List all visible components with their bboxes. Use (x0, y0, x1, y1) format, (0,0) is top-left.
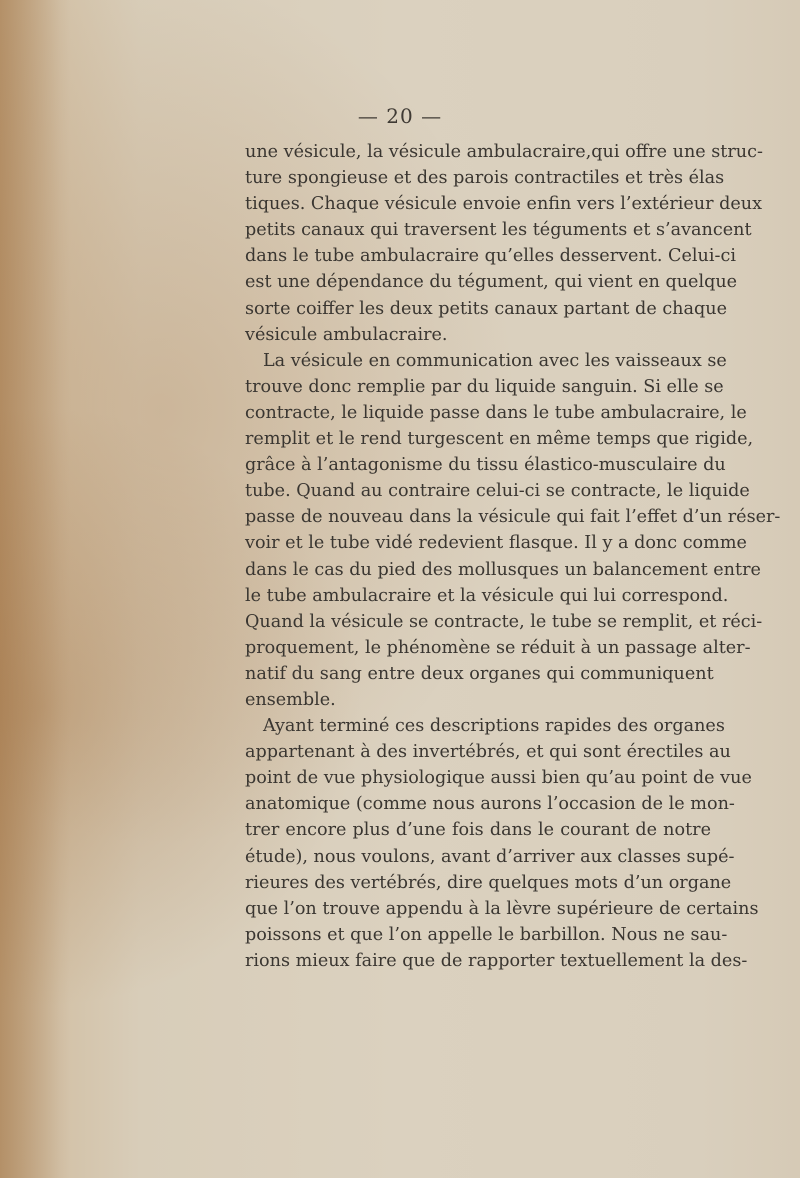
text-line: Quand la vésicule se contracte, le tube se remplit, et réci- (245, 611, 763, 632)
text-line: le tube ambulacraire et la vésicule qui lui correspond. (245, 585, 729, 606)
page-edge-stain (0, 0, 70, 1178)
text-line: rieures des vertébrés, dire quelques mots d’un organe (245, 872, 732, 893)
page-number: — 20 — (357, 104, 443, 128)
text-line: anatomique (comme nous aurons l’occasion de le mon- (245, 794, 735, 815)
text-line: voir et le tube vidé redevient flasque. Il y a donc comme (245, 533, 747, 554)
text-line: ensemble. (245, 689, 336, 710)
text-line: vésicule ambulacraire. (245, 324, 448, 345)
body-text (245, 139, 781, 974)
text-line: étude), nous voulons, avant d’arriver aux classes supé- (245, 846, 735, 867)
text-line: proquement, le phénomène se réduit à un passage alter- (245, 637, 751, 658)
text-line: natif du sang entre deux organes qui communiquent (245, 663, 714, 684)
text-line: La vésicule en communication avec les vaisseaux se (263, 350, 727, 371)
text-line: dans le tube ambulacraire qu’elles desservent. Celui-ci (245, 246, 736, 267)
text-line: sorte coiffer les deux petits canaux partant de chaque (245, 298, 728, 319)
text-line: passe de nouveau dans la vésicule qui fait l’effet d’un réser- (245, 507, 781, 528)
text-line: est une dépendance du tégument, qui vient en quelque (245, 272, 738, 293)
text-line: tiques. Chaque vésicule envoie enfin vers l’extérieur deux (245, 194, 763, 215)
text-line: petits canaux qui traversent les téguments et s’avancent (245, 220, 752, 241)
text-line: point de vue physiologique aussi bien qu’au point de vue (245, 768, 752, 789)
text-line: dans le cas du pied des mollusques un balancement entre (245, 559, 761, 580)
text-line: trouve donc remplie par du liquide sanguin. Si elle se (245, 376, 724, 397)
text-line: tube. Quand au contraire celui-ci se contracte, le liquide (245, 481, 750, 502)
text-line: grâce à l’antagonisme du tissu élastico-musculaire du (245, 455, 726, 476)
text-line: Ayant terminé ces descriptions rapides des organes (263, 716, 725, 737)
text-line: rions mieux faire que de rapporter textuellement la des- (245, 950, 748, 971)
text-line: remplit et le rend turgescent en même temps que rigide, (245, 429, 754, 450)
text-line: trer encore plus d’une fois dans le courant de notre (245, 820, 711, 841)
text-line: une vésicule, la vésicule ambulacraire,qui offre une struc- (245, 142, 763, 162)
text-line: poissons et que l’on appelle le barbillon. Nous ne sau- (245, 924, 728, 945)
text-line: ture spongieuse et des parois contractiles et très élas (245, 168, 725, 189)
text-line: contracte, le liquide passe dans le tube ambulacraire, le (245, 402, 747, 423)
text-line: appartenant à des invertébrés, et qui sont érectiles au (245, 742, 731, 763)
text-line: que l’on trouve appendu à la lèvre supérieure de certains (245, 898, 759, 919)
